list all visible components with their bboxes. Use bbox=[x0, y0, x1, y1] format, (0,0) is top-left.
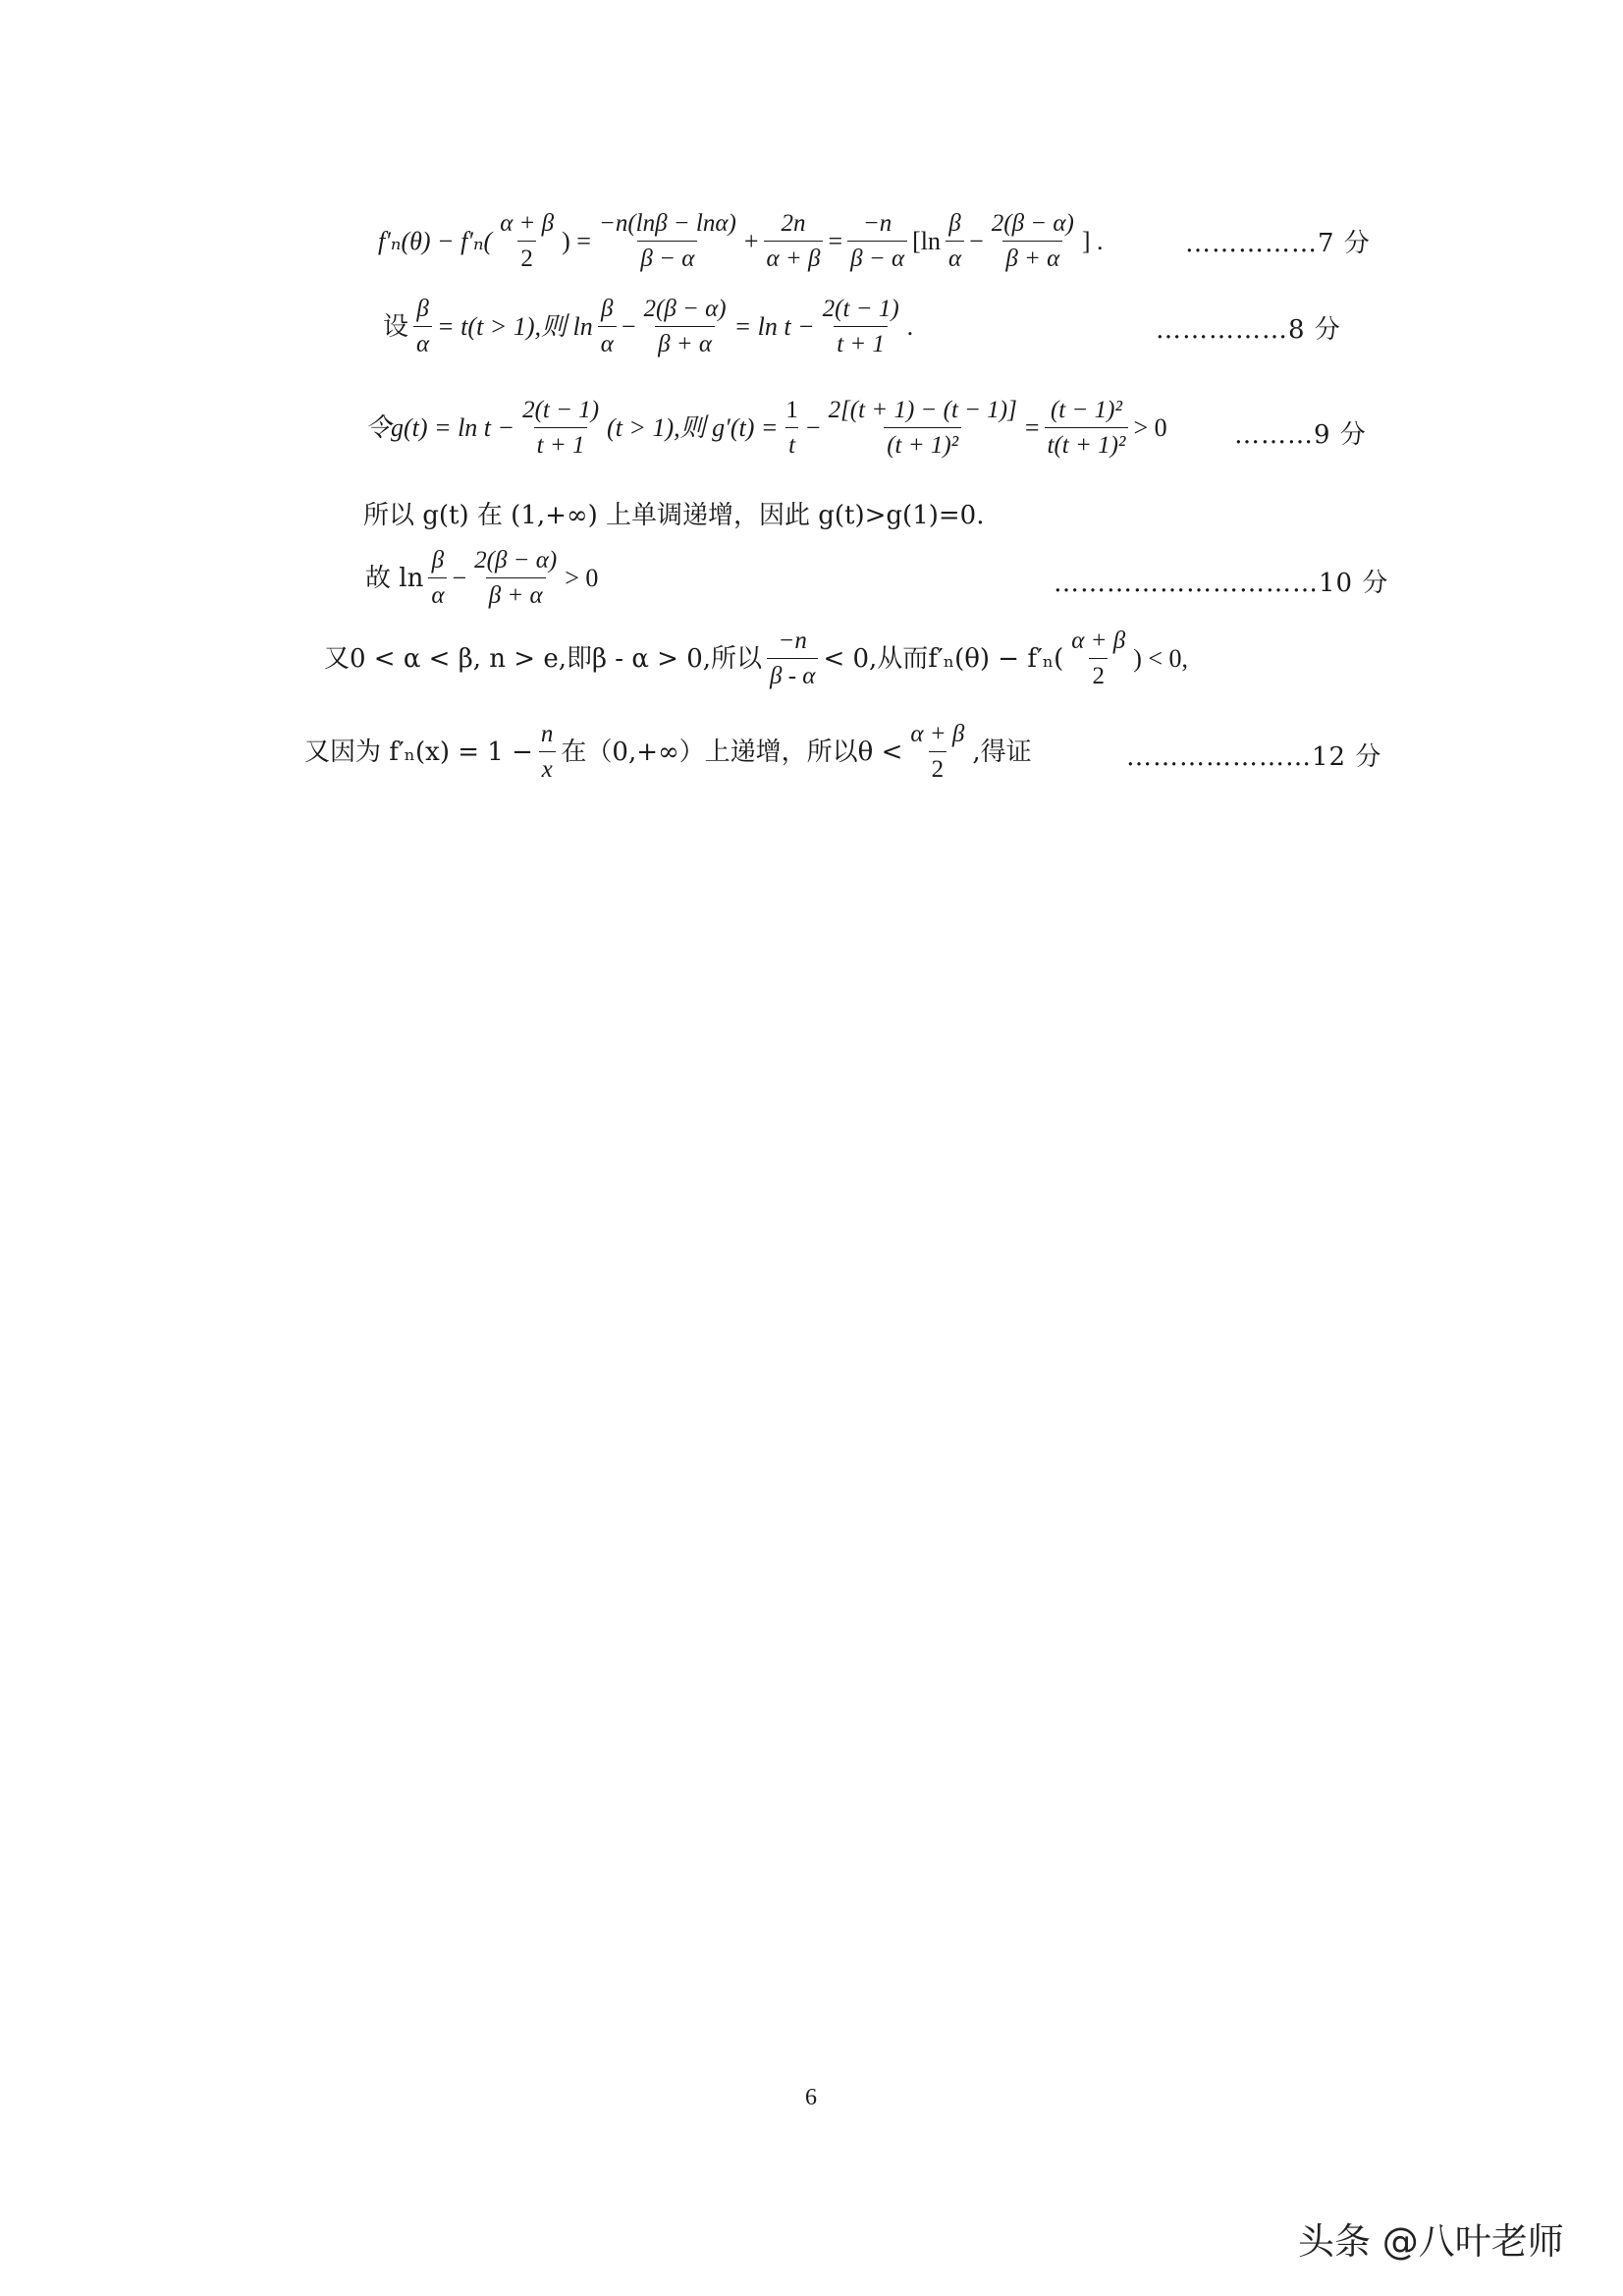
equation-line-7 bbox=[304, 722, 1032, 782]
score-marker: ………9 分 bbox=[1234, 420, 1367, 450]
text: = bbox=[1024, 412, 1040, 442]
fraction: $\frac{2n}{\alpha + \beta}$ bbox=[764, 211, 824, 271]
fraction: $\frac{2(\beta - \alpha)}{\beta + \alpha}$ bbox=[474, 547, 558, 609]
watermark: 头条 @八叶老师 bbox=[1298, 2220, 1564, 2263]
text: − bbox=[452, 563, 467, 592]
text: 设 bbox=[383, 311, 409, 342]
page-number: 6 bbox=[805, 2085, 817, 2110]
equation-line-6 bbox=[324, 629, 1188, 688]
fraction: $\frac{2(\beta - \alpha)}{\beta + \alpha}$ bbox=[991, 210, 1074, 272]
text: ) < 0, bbox=[1133, 643, 1189, 673]
fraction: $\frac{\text{(t − 1)²}}{\text{t(t + 1)²}}$ bbox=[1045, 398, 1129, 458]
fraction: $\frac{2(\beta - \alpha)}{\beta + \alpha}$ bbox=[643, 296, 727, 357]
fraction: $\frac{\alpha + \beta}{2}$ bbox=[910, 721, 965, 783]
text: 又因为 f′ₙ(x) = 1 − bbox=[304, 737, 533, 767]
equation-line-5 bbox=[365, 548, 598, 608]
text: . bbox=[906, 311, 914, 341]
equation-line-1 bbox=[378, 211, 1104, 271]
score-marker: …………………12 分 bbox=[1126, 742, 1382, 772]
score-marker: ……………7 分 bbox=[1185, 229, 1371, 258]
fraction: $\frac{2(t - 1)}{t + 1}$ bbox=[822, 296, 899, 357]
score-marker: …………………………10 分 bbox=[1054, 569, 1389, 598]
fraction: $\frac{-n}{\beta - \alpha}$ bbox=[767, 629, 818, 688]
text: 在（0,+∞）上递增，所以θ < bbox=[561, 737, 903, 767]
text: − bbox=[621, 311, 636, 341]
fraction: $\frac{\beta}{\alpha}$ bbox=[428, 548, 447, 608]
text: − bbox=[805, 412, 821, 442]
text: 故 ln bbox=[365, 563, 424, 593]
fraction: $\frac{\alpha + \beta}{2}$ bbox=[500, 210, 555, 272]
text: ] . bbox=[1081, 226, 1104, 255]
text: = t(t > 1),则 ln bbox=[437, 311, 593, 341]
fraction: $\frac{-n(\ln\beta - \ln\alpha)}{\beta - \alpha}$ bbox=[598, 210, 736, 272]
text: [ln bbox=[912, 226, 941, 255]
fraction: $\frac{\alpha + \beta}{2}$ bbox=[1071, 628, 1126, 689]
fraction: $\frac{2(t - 1)}{t + 1}$ bbox=[522, 397, 600, 459]
text: ,得证 bbox=[972, 737, 1032, 767]
text: > 0 bbox=[565, 563, 599, 592]
fraction: $\frac{\beta}{\alpha}$ bbox=[946, 211, 964, 271]
fraction: $\frac{1}{t}$ bbox=[785, 397, 798, 459]
fraction: $\frac{\beta}{\alpha}$ bbox=[598, 297, 617, 356]
text: (t > 1),则 g′(t) = bbox=[607, 412, 779, 442]
text: 令g(t) = ln t − bbox=[365, 412, 515, 442]
score-marker: ……………8 分 bbox=[1156, 315, 1341, 345]
text: ) = bbox=[562, 226, 591, 255]
fraction: $\frac{n}{x}$ bbox=[538, 722, 557, 782]
text: = bbox=[828, 226, 843, 255]
fraction: $\frac{2[(t + 1) - (t - 1)]}{\text{(t + 1)²}}$ bbox=[828, 397, 1017, 459]
text: > 0 bbox=[1133, 412, 1167, 442]
text-line-4: 所以 g(t) 在 (1,+∞) 上单调递增，因此 g(t)>g(1)=0. bbox=[363, 501, 985, 530]
text: − bbox=[969, 226, 984, 255]
equation-line-2 bbox=[383, 297, 913, 356]
text: + bbox=[743, 226, 759, 255]
fraction: $\frac{\beta}{\alpha}$ bbox=[413, 297, 432, 356]
text: f′ₙ(θ) − f′ₙ( bbox=[378, 226, 493, 255]
text: = ln t − bbox=[733, 311, 815, 341]
text: < 0,从而f′ₙ(θ) − f′ₙ( bbox=[823, 643, 1064, 674]
equation-line-3 bbox=[365, 398, 1167, 458]
fraction: $\frac{-n}{\beta - \alpha}$ bbox=[847, 211, 907, 271]
text: 又0 < α < β, n > e,即β - α > 0,所以 bbox=[324, 643, 763, 674]
